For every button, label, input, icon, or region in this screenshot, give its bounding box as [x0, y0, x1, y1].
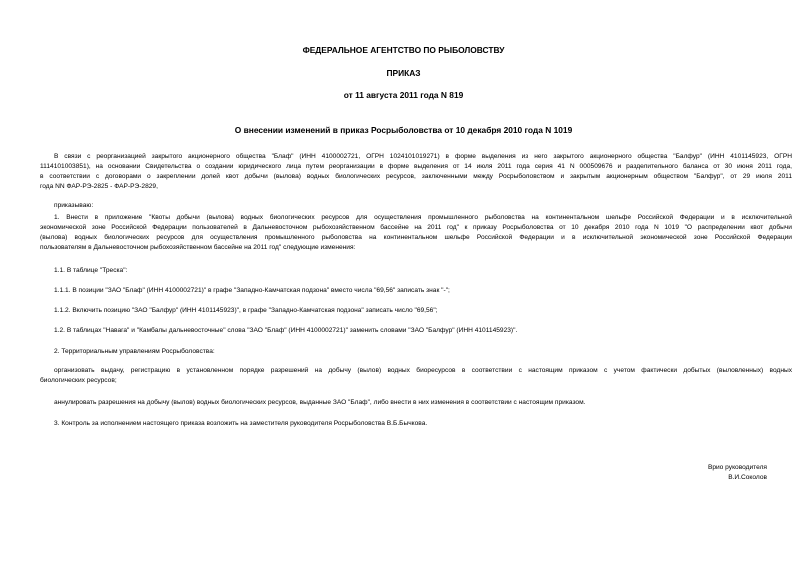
item-1-line: экономической зоне Российской Федерации пользователей в Дальневосточном рыбохозяйственном бассейне на 2011 год" к приказу Росрыболовства от 10 декабря 2010 года N 1019 "О распределении квот добычи	[40, 224, 792, 231]
item-1-1	[40, 266, 792, 276]
order-word-text: приказываю:	[54, 202, 94, 209]
item-1-1-2-text: 1.1.2. Включить позицию "ЗАО "Балфур" (ИНН 4101145923)", в графе "Западно-Камчатская подзона" записать число "69,56";	[54, 307, 438, 314]
item-3	[40, 419, 792, 429]
item-2-a-line: биологических ресурсов;	[40, 377, 117, 384]
item-1-line: 1. Внести в приложение "Квоты добычи (вылова) водных биологических ресурсов для осуществления промышленного рыболовства на континентальном шельфе Российской Федерации и в исключительной	[54, 214, 792, 221]
document-title: О внесении изменений в приказ Росрыболовства от 10 декабря 2010 года N 1019	[234, 125, 573, 135]
item-3-text: 3. Контроль за исполнением настоящего приказа возложить на заместителя руководителя Росрыболовства В.Б.Бычкова.	[54, 420, 428, 427]
item-1-paragraph	[40, 213, 792, 253]
item-1-1-1-text: 1.1.1. В позиции "ЗАО "Блаф" (ИНН 4100002721)" в графе "Западно-Камчатская подзона" вместо числа "69,56" записать знак "-";	[54, 287, 450, 294]
order-word	[40, 201, 792, 211]
preamble-line: 1114101003851), на основании Свидетельства о создании юридического лица путем реорганизации в форме выделения от 14 июля 2011 года серия 41 N 000509676 и разделительного баланса от 30 июня 2011 года,	[40, 163, 792, 170]
item-1-line: (вылова) водных биологических ресурсов для осуществления промышленного рыболовства на континентальном шельфе Российской Федерации и в исключительной экономической зоне Российской Федерации	[40, 234, 792, 241]
item-2	[40, 347, 792, 357]
preamble-line: года NN ФАР-РЭ-2825 - ФАР-РЭ-2829,	[40, 183, 158, 190]
item-2-a-paragraph	[40, 366, 792, 386]
agency-name: ФЕДЕРАЛЬНОЕ АГЕНТСТВО ПО РЫБОЛОВСТВУ	[302, 45, 505, 55]
signature-block	[708, 463, 767, 483]
item-1-1-2	[40, 306, 792, 316]
item-1-1-1	[40, 286, 792, 296]
document-type: ПРИКАЗ	[386, 68, 421, 78]
item-2-b	[40, 398, 792, 408]
item-2-text: 2. Территориальным управлениям Росрыболовства:	[54, 348, 215, 355]
signature-name: В.И.Соколов	[728, 474, 767, 481]
item-1-2-text: 1.2. В таблицах "Навага" и "Камбалы дальневосточные" слова "ЗАО "Блаф" (ИНН 4100002721)" заменить словами "ЗАО "Балфур" (ИНН 4101145923)".	[54, 327, 518, 334]
preamble-paragraph	[40, 152, 792, 192]
item-2-a-line: организовать выдачу, регистрацию в установленном порядке разрешений на добычу (вылов) водных биоресурсов в соответствии с настоящим приказом с учетом фактически добытых (выловленных) водных	[54, 367, 792, 374]
preamble-line: в соответствии с договорами о закреплении долей квот добычи (вылова) водных биологических ресурсов, заключенными между Росрыболовством и закрытым акционерным обществом "Балфур", от 29 июля 2011	[40, 173, 792, 180]
item-1-1-text: 1.1. В таблице "Треска":	[54, 267, 128, 274]
item-1-2	[40, 326, 792, 336]
preamble-line: В связи с реорганизацией закрытого акционерного общества "Блаф" (ИНН 4100002721, ОГРН 1024101019271) в форме выделения из него закрытого акционерного общества "Балфур" (ИНН 4101145923, ОГРН	[54, 153, 792, 160]
signature-position: Врио руководителя	[707, 464, 767, 471]
document-date: от 11 августа 2011 года N 819	[343, 90, 464, 100]
item-2-b-text: аннулировать разрешения на добычу (вылов) водных биологических ресурсов, выданные ЗАО "Блаф", либо внести в них изменения в соответствии с настоящим приказом.	[54, 399, 586, 406]
item-1-line: пользователям в Дальневосточном рыбохозяйственном бассейне на 2011 год" следующие изменения:	[40, 244, 356, 251]
